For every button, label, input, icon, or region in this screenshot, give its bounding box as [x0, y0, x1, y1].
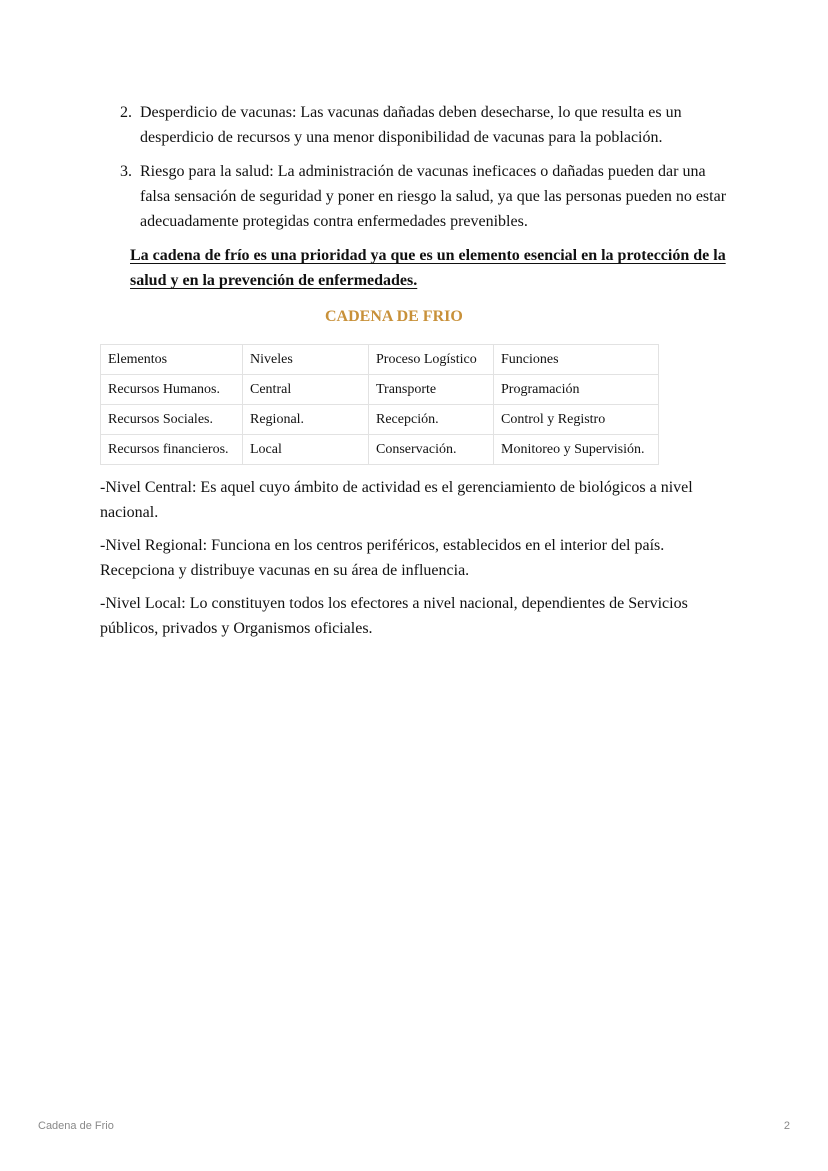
page-number: 2	[783, 1120, 790, 1132]
table-row	[101, 435, 659, 465]
numbered-list	[100, 100, 730, 234]
table-cell: Programación	[494, 375, 659, 405]
footer-title: Cadena de Frio	[38, 1120, 114, 1132]
table-cell: Recursos Sociales.	[101, 405, 243, 435]
table-cell: Niveles	[243, 345, 369, 375]
table-cell: Central	[243, 375, 369, 405]
table-cell: Local	[243, 435, 369, 465]
table-row	[101, 375, 659, 405]
table-cell: Funciones	[494, 345, 659, 375]
list-item-number: 2.	[120, 104, 132, 121]
paragraph-nivel-local: -Nivel Local: Lo constituyen todos los efectores a nivel nacional, dependientes de Servicios públicos, privados y Organismos oficiales.	[100, 595, 688, 637]
table-cell: Control y Registro	[494, 405, 659, 435]
table-cell: Elementos	[101, 345, 243, 375]
emphasis-statement: La cadena de frío es una prioridad ya que es un elemento esencial en la protección de la salud y en la prevención de enfermedades.	[130, 247, 726, 289]
table-cell: Recursos Humanos.	[101, 375, 243, 405]
list-item	[120, 100, 730, 150]
list-item	[120, 159, 730, 234]
table-header-row	[101, 345, 659, 375]
table-cell: Regional.	[243, 405, 369, 435]
cold-chain-table	[100, 344, 659, 465]
paragraph-nivel-central: -Nivel Central: Es aquel cuyo ámbito de actividad es el gerenciamiento de biológicos a nivel nacional.	[100, 479, 693, 521]
list-item-text: Desperdicio de vacunas: Las vacunas dañadas deben desecharse, lo que resulta es un desperdicio de recursos y una menor disponibilidad de vacunas para la población.	[140, 104, 682, 146]
table-cell: Conservación.	[369, 435, 494, 465]
list-item-number: 3.	[120, 163, 132, 180]
table-title: CADENA DE FRIO	[325, 308, 463, 325]
table-cell: Recepción.	[369, 405, 494, 435]
table-cell: Transporte	[369, 375, 494, 405]
document-body	[100, 100, 730, 649]
table-cell: Monitoreo y Supervisión.	[494, 435, 659, 465]
paragraph-nivel-regional: -Nivel Regional: Funciona en los centros periféricos, establecidos en el interior del país. Recepciona y distribuye vacunas en su área de influencia.	[100, 537, 665, 579]
table-row	[101, 405, 659, 435]
table-cell: Proceso Logístico	[369, 345, 494, 375]
table-cell: Recursos financieros.	[101, 435, 243, 465]
list-item-text: Riesgo para la salud: La administración de vacunas ineficaces o dañadas pueden dar una falsa sensación de seguridad y poner en riesgo la salud, ya que las personas pueden no estar adecuadamente protegidas contra enfermedades prevenibles.	[140, 163, 727, 230]
